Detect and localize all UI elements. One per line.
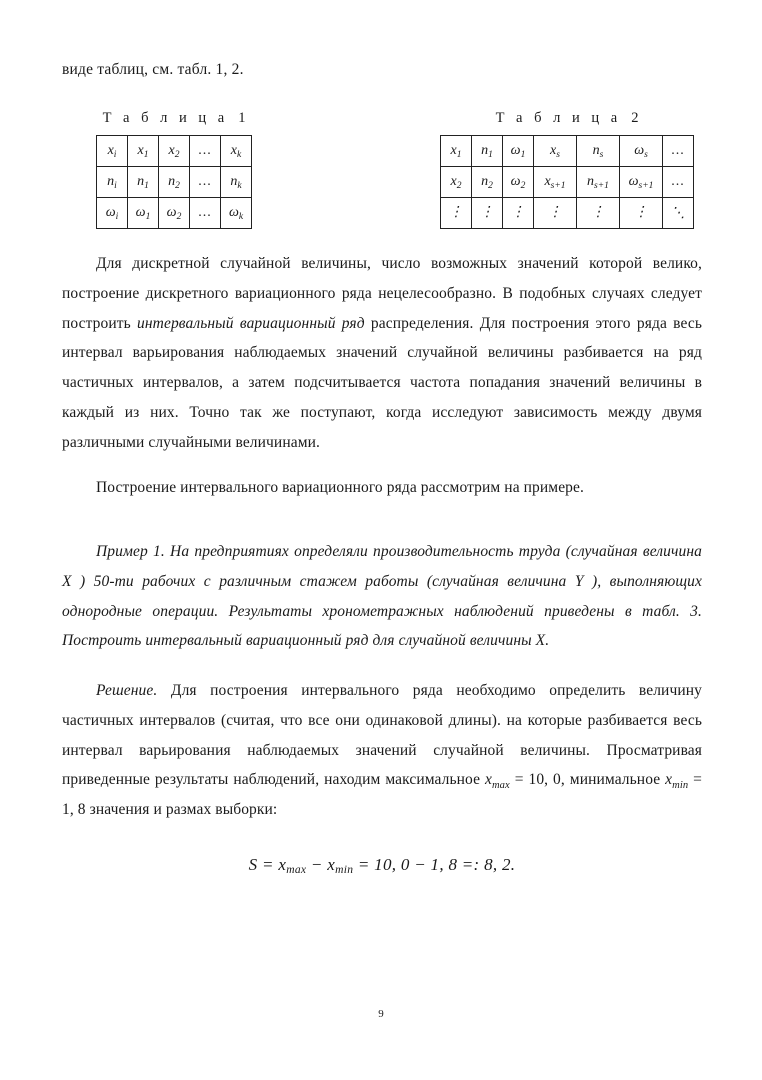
cell: $x_s$	[534, 136, 577, 167]
cell: $\omega_k$	[221, 198, 252, 229]
cell: $n_1$	[472, 136, 503, 167]
cell: $\omega_2$	[159, 198, 190, 229]
cell: $n_1$	[128, 167, 159, 198]
cell: $n_2$	[159, 167, 190, 198]
table-1-block	[96, 110, 252, 229]
cell: $\omega_1$	[503, 136, 534, 167]
cell: $x_2$	[441, 167, 472, 198]
x-subscript: max	[491, 779, 510, 791]
x-subscript: max	[286, 863, 307, 877]
cell: $\omega_{s+1}$	[620, 167, 663, 198]
cell: ...	[663, 167, 694, 198]
cell: ...	[190, 167, 221, 198]
example-text: На предприятиях определяли производительность труда (случайная величина X ) 50-ти рабочих с различным стажем работы (случайная величина Y ), выполняющих однородные операции. Результаты хронометражных наблюдений приведены в табл. 3. Построить интервальный вариационный ряд для случайной величины X.	[62, 543, 702, 650]
cell: $x_i$	[97, 136, 128, 167]
table-1-caption-number: 1	[238, 110, 246, 127]
cell: $n_2$	[472, 167, 503, 198]
table-row	[97, 198, 252, 229]
cell: $\omega_i$	[97, 198, 128, 229]
x-subscript: min	[672, 779, 689, 791]
tables-row	[62, 110, 702, 229]
table-1-caption-word: Т а б л и ц а	[102, 110, 229, 127]
cell: $\omega_s$	[620, 136, 663, 167]
solution-label: Решение.	[96, 682, 158, 700]
cell: ⋮	[534, 198, 577, 229]
cell: $n_k$	[221, 167, 252, 198]
table-2-caption	[440, 110, 694, 127]
table-row	[441, 167, 694, 198]
formula-x-min	[327, 854, 354, 877]
cell: ...	[190, 198, 221, 229]
cell: ...	[190, 136, 221, 167]
solution-text-b: = 10, 0, минимальное	[509, 771, 666, 789]
cell: $x_2$	[159, 136, 190, 167]
table-1	[96, 135, 252, 229]
cell: $n_{s+1}$	[577, 167, 620, 198]
table-row	[97, 136, 252, 167]
cell: ⋮	[441, 198, 472, 229]
page-number: 9	[378, 1008, 384, 1020]
emphasis-interval-series: интервальный вариационный ряд	[137, 314, 365, 332]
spacer	[62, 503, 702, 537]
spacer	[62, 656, 702, 676]
formula-x-max	[278, 854, 307, 877]
formula-lhs: S =	[248, 854, 279, 874]
formula-range	[62, 855, 702, 875]
table-2-block	[440, 110, 694, 229]
intro-line: виде таблиц, см. табл. 1, 2.	[62, 61, 244, 78]
table-row	[441, 198, 694, 229]
x-symbol: x	[665, 771, 673, 789]
cell: ⋱	[663, 198, 694, 229]
cell: $\omega_2$	[503, 167, 534, 198]
table-1-caption	[96, 110, 252, 127]
x-subscript: min	[335, 863, 354, 877]
cell: ...	[663, 136, 694, 167]
cell: ⋮	[620, 198, 663, 229]
cell: $x_1$	[441, 136, 472, 167]
table-2	[440, 135, 694, 229]
table-row	[441, 136, 694, 167]
cell: ⋮	[577, 198, 620, 229]
paragraph-solution	[62, 676, 702, 825]
solution-text-a: Для построения интервального ряда необходимо определить величину частичных интервалов (считая, что все они одинаковой длины). на которые разбивается весь интервал варьирования наблюдаемых значений случайной величины. Просматривая приведенные результаты наблюдений, находим максимальное	[62, 682, 702, 789]
x-max-inline	[484, 771, 510, 791]
x-symbol: x	[278, 854, 287, 874]
cell: ⋮	[472, 198, 503, 229]
cell: $n_i$	[97, 167, 128, 198]
spacer	[62, 229, 702, 249]
table-2-caption-number: 2	[631, 110, 639, 127]
paragraph-example-1	[62, 537, 702, 656]
cell: $x_{s+1}$	[534, 167, 577, 198]
formula-minus: −	[306, 854, 328, 874]
cell: $x_1$	[128, 136, 159, 167]
table-2-caption-word: Т а б л и ц а	[495, 110, 622, 127]
paragraph-example-intro: Построение интервального вариационного ряда рассмотрим на примере.	[96, 479, 584, 497]
cell: $x_k$	[221, 136, 252, 167]
cell: $\omega_1$	[128, 198, 159, 229]
example-label: Пример 1.	[96, 543, 165, 561]
table-row	[97, 167, 252, 198]
x-symbol: x	[327, 854, 336, 874]
x-symbol: x	[484, 771, 492, 789]
cell: ⋮	[503, 198, 534, 229]
paragraph-discrete-variable: Для дискретной случайной величины, число возможных значений которой велико, построение дискретного вариационного ряда нецелесообразно. В подобных случаях следует построить интервальный вариационный ряд распределения. Для построения этого ряда весь интервал варьирования наблюдаемых значений случайной величины разбивается на ряд частичных интервалов, а затем подсчитывается частота попадания значений величины в каждый из них. Точно так же поступают, когда исследуют зависимость между двумя различными случайными величинами.	[62, 255, 702, 451]
x-min-inline	[665, 771, 689, 791]
page-content	[62, 58, 702, 875]
formula-rhs: = 10, 0 − 1, 8 =: 8, 2.	[353, 854, 516, 874]
solution-text-c: = 1, 8 значения и размах выборки:	[62, 771, 702, 819]
cell: $n_s$	[577, 136, 620, 167]
